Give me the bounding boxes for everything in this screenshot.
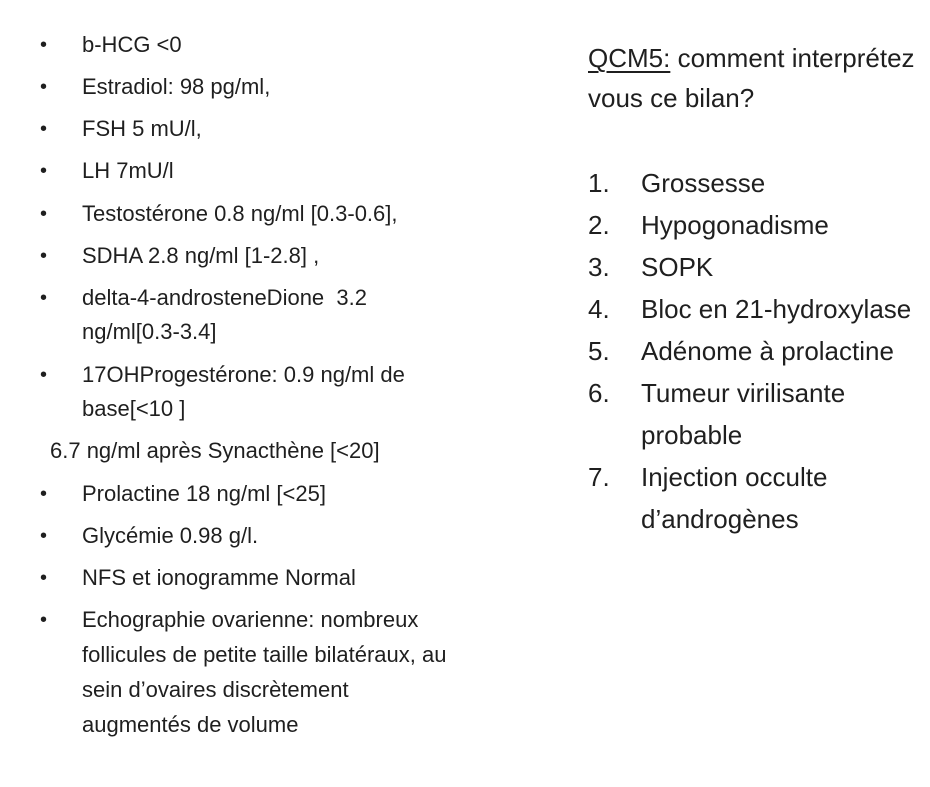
bullet-icon: • [40,567,48,589]
question-text: comment interprétez [670,43,915,73]
bullet-icon: • [40,160,48,182]
lab-result-text: SDHA 2.8 ng/ml [1-2.8] , [82,243,320,268]
answer-number: 6. [588,378,610,408]
synacthen-result-text: 6.7 ng/ml après Synacthène [<20] [50,438,380,463]
lab-result-text: delta-4-androsteneDione 3.2 [82,285,367,310]
answer-text: Hypogonadisme [641,210,829,240]
answer-number: 5. [588,336,610,366]
lab-result-text: base[<10 ] [82,396,186,421]
answer-number: 3. [588,252,610,282]
question-label: QCM5: [588,43,671,73]
answer-number: 7. [588,462,610,492]
answer-number: 2. [588,210,610,240]
question-line-1 [588,38,915,78]
lab-result-text: b-HCG <0 [82,32,182,57]
lab-result-text: LH 7mU/l [82,158,174,183]
bullet-icon: • [40,364,48,386]
answer-text: Grossesse [641,168,766,198]
lab-result-text: NFS et ionogramme Normal [82,565,356,590]
answer-text: Bloc en 21-hydroxylase [641,294,912,324]
answer-number: 4. [588,294,610,324]
answer-text: Adénome à prolactine [641,336,894,366]
lab-result-text: Estradiol: 98 pg/ml, [82,74,271,99]
lab-result-text: FSH 5 mU/l, [82,116,202,141]
answer-number: 1. [588,168,610,198]
lab-result-text: 17OHProgestérone: 0.9 ng/ml de [82,362,405,387]
bullet-icon: • [40,118,48,140]
lab-result-text: augmentés de volume [82,712,299,737]
answer-text: SOPK [641,252,714,282]
bullet-icon: • [40,203,48,225]
answer-text: Tumeur virilisante [641,378,846,408]
answer-text: d’androgènes [641,504,799,534]
bullet-icon: • [40,34,48,56]
bullet-icon: • [40,76,48,98]
lab-result-text: Prolactine 18 ng/ml [<25] [82,481,326,506]
bullet-icon: • [40,245,48,267]
bullet-icon: • [40,525,48,547]
lab-result-text: Glycémie 0.98 g/l. [82,523,259,548]
lab-result-text: follicules de petite taille bilatéraux, au [82,642,447,667]
bullet-icon: • [40,287,48,309]
bullet-icon: • [40,483,48,505]
lab-result-text: Echographie ovarienne: nombreux [82,607,419,632]
answer-text: Injection occulte [641,462,828,492]
question-heading [588,38,915,118]
bullet-icon: • [40,609,48,631]
question-line-2: vous ce bilan? [588,83,755,113]
lab-result-text: ng/ml[0.3-3.4] [82,319,217,344]
lab-result-text: sein d’ovaires discrètement [82,677,349,702]
answer-text: probable [641,420,743,450]
lab-result-text: Testostérone 0.8 ng/ml [0.3-0.6], [82,201,398,226]
